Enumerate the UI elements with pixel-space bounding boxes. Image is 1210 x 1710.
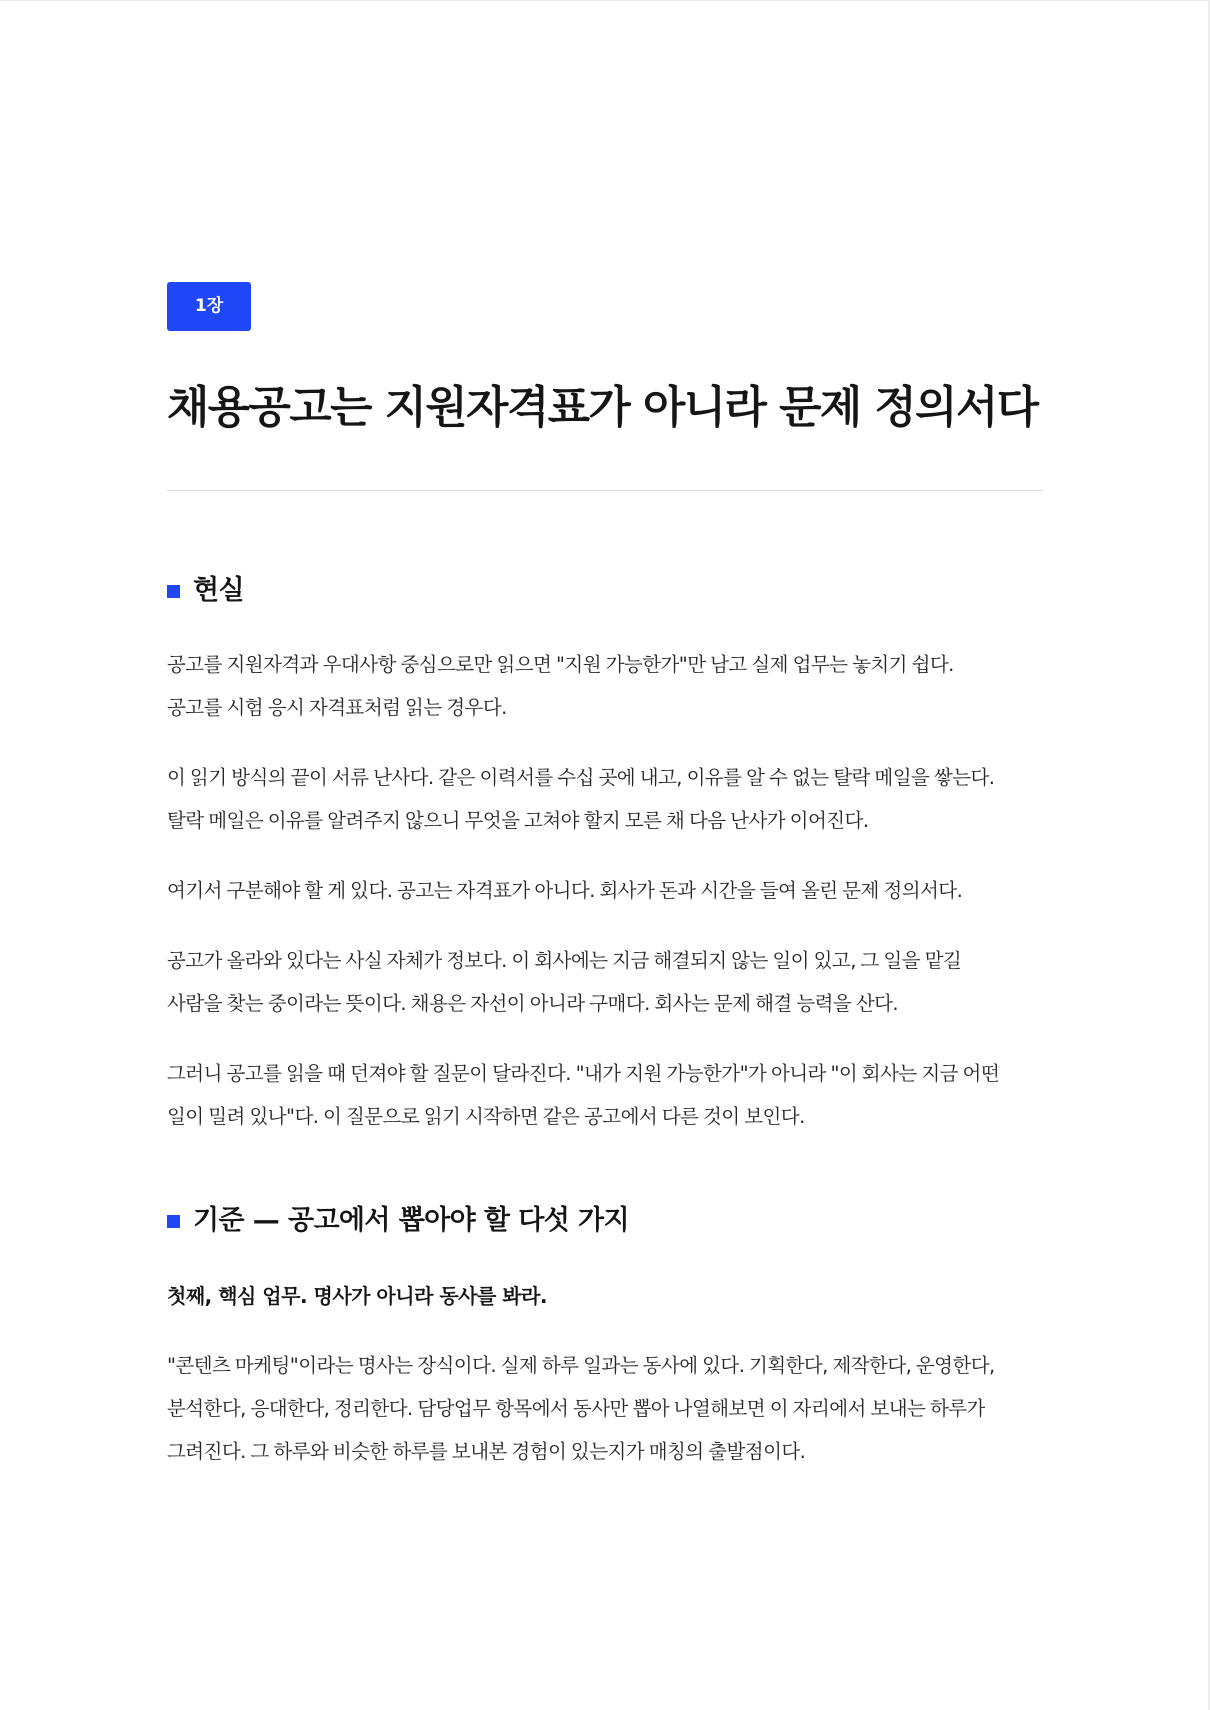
section-heading-text: 기준 — 공고에서 뽑아야 할 다섯 가지 (193, 1205, 629, 1236)
chapter-title: 채용공고는 지원자격표가 아니라 문제 정의서다 (167, 382, 1038, 433)
section-heading-text: 현실 (193, 575, 244, 606)
square-bullet-icon (167, 1215, 180, 1228)
section-heading-reality (167, 571, 1043, 611)
paragraph-line: "콘텐츠 마케팅"이라는 명사는 장식이다. 실제 하루 일과는 동사에 있다. 기획한다, 제작한다, 운영한다, (167, 1354, 995, 1377)
paragraph (167, 869, 1043, 912)
paragraph (167, 1052, 1043, 1138)
paragraph-line: 일이 밀려 있나"다. 이 질문으로 읽기 시작하면 같은 공고에서 다른 것이 보인다. (167, 1105, 805, 1128)
top-edge-rule (0, 0, 1210, 1)
paragraph-line: 공고를 지원자격과 우대사항 중심으로만 읽으면 "지원 가능한가"만 남고 실제 업무는 놓치기 쉽다. (167, 653, 954, 676)
paragraph-line: 그러니 공고를 읽을 때 던져야 할 질문이 달라진다. "내가 지원 가능한가"가 아니라 "이 회사는 지금 어떤 (167, 1062, 1000, 1085)
section-heading-criteria (167, 1201, 1043, 1241)
chapter-badge: 1장 (167, 282, 251, 331)
title-divider (167, 490, 1043, 491)
paragraph-line: 이 읽기 방식의 끝이 서류 난사다. 같은 이력서를 수십 곳에 내고, 이유를 알 수 없는 탈락 메일을 쌓는다. (167, 766, 995, 789)
paragraph (167, 643, 1043, 729)
paragraph-line: 탈락 메일은 이유를 알려주지 않으니 무엇을 고쳐야 할지 모른 채 다음 난사가 이어진다. (167, 809, 869, 832)
paragraph (167, 939, 1043, 1025)
paragraph-line: 공고를 시험 응시 자격표처럼 읽는 경우다. (167, 696, 507, 719)
square-bullet-icon (167, 585, 180, 598)
paragraph (167, 756, 1043, 842)
paragraph-line: 그려진다. 그 하루와 비슷한 하루를 보내본 경험이 있는지가 매칭의 출발점이다. (167, 1440, 806, 1463)
paragraph (167, 1344, 1043, 1473)
paragraph-line: 여기서 구분해야 할 게 있다. 공고는 자격표가 아니다. 회사가 돈과 시간을 들여 올린 문제 정의서다. (167, 879, 963, 902)
paragraph-line: 분석한다, 응대한다, 정리한다. 담당업무 항목에서 동사만 뽑아 나열해보면 이 자리에서 보내는 하루가 (167, 1397, 985, 1420)
paragraph-line: 공고가 올라와 있다는 사실 자체가 정보다. 이 회사에는 지금 해결되지 않는 일이 있고, 그 일을 맡길 (167, 949, 962, 972)
subheading: 첫째, 핵심 업무. 명사가 아니라 동사를 봐라. (167, 1284, 548, 1308)
paragraph-line: 사람을 찾는 중이라는 뜻이다. 채용은 자선이 아니라 구매다. 회사는 문제 해결 능력을 산다. (167, 992, 899, 1015)
document-page (167, 282, 1043, 1473)
